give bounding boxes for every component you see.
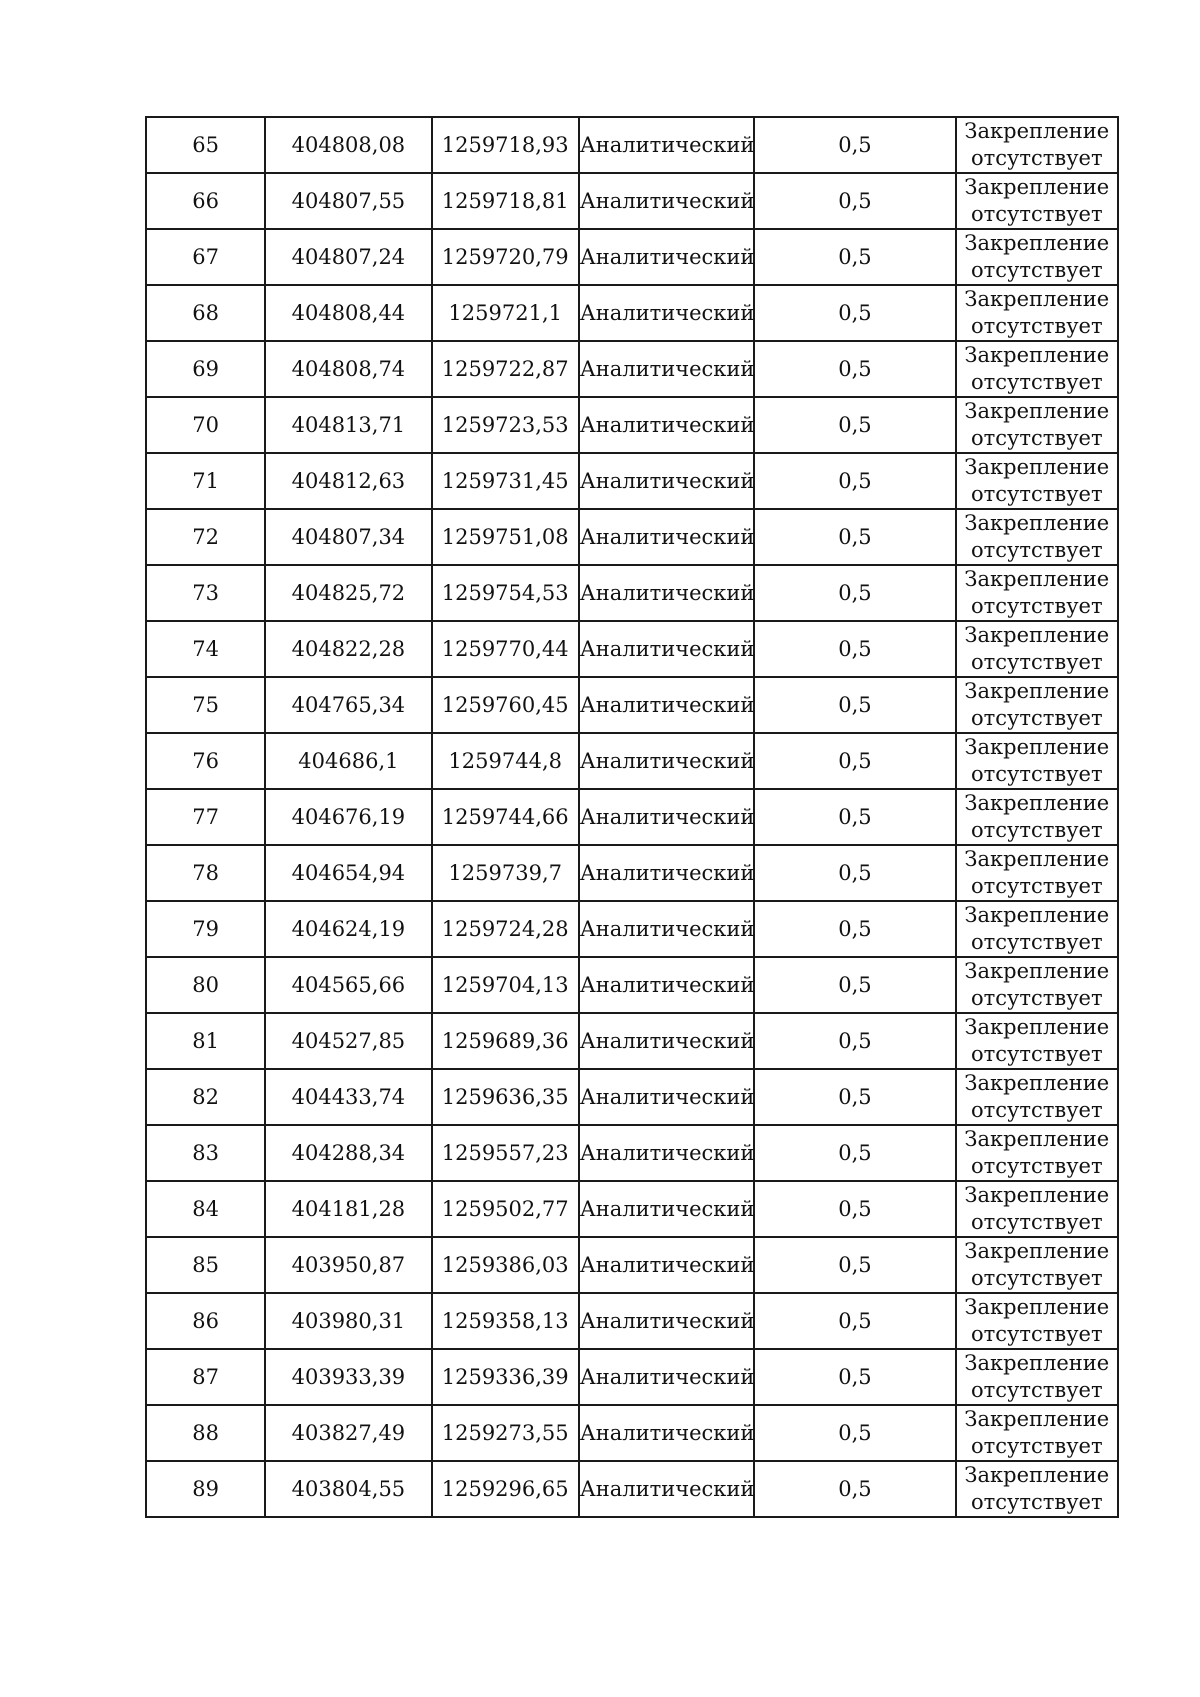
fixation-text: Закрепление отсутствует	[964, 735, 1110, 786]
fixation-cell	[956, 1069, 1118, 1125]
accuracy-cell: 0,5	[754, 1125, 955, 1181]
y-coordinate-cell: 1259760,45	[432, 677, 579, 733]
table-row	[146, 1237, 1118, 1293]
table-row	[146, 173, 1118, 229]
accuracy-cell: 0,5	[754, 677, 955, 733]
accuracy-cell: 0,5	[754, 845, 955, 901]
fixation-cell	[956, 901, 1118, 957]
fixation-cell	[956, 621, 1118, 677]
accuracy-cell: 0,5	[754, 509, 955, 565]
point-number-cell: 88	[146, 1405, 265, 1461]
method-cell: Аналитический	[579, 509, 754, 565]
table-row	[146, 789, 1118, 845]
accuracy-cell: 0,5	[754, 1069, 955, 1125]
y-coordinate-cell: 1259754,53	[432, 565, 579, 621]
method-cell: Аналитический	[579, 397, 754, 453]
method-cell: Аналитический	[579, 1405, 754, 1461]
y-coordinate-cell: 1259751,08	[432, 509, 579, 565]
point-number-cell: 83	[146, 1125, 265, 1181]
fixation-text: Закрепление отсутствует	[964, 1295, 1110, 1346]
x-coordinate-cell: 404765,34	[265, 677, 431, 733]
accuracy-cell: 0,5	[754, 1461, 955, 1517]
method-cell: Аналитический	[579, 341, 754, 397]
fixation-text: Закрепление отсутствует	[964, 623, 1110, 674]
table-row	[146, 1405, 1118, 1461]
y-coordinate-cell: 1259770,44	[432, 621, 579, 677]
y-coordinate-cell: 1259724,28	[432, 901, 579, 957]
method-cell: Аналитический	[579, 1013, 754, 1069]
accuracy-cell: 0,5	[754, 1237, 955, 1293]
point-number-cell: 73	[146, 565, 265, 621]
fixation-cell	[956, 509, 1118, 565]
coordinates-table	[145, 116, 1119, 1518]
method-cell: Аналитический	[579, 789, 754, 845]
y-coordinate-cell: 1259718,81	[432, 173, 579, 229]
point-number-cell: 85	[146, 1237, 265, 1293]
y-coordinate-cell: 1259704,13	[432, 957, 579, 1013]
point-number-cell: 75	[146, 677, 265, 733]
fixation-cell	[956, 1349, 1118, 1405]
fixation-text: Закрепление отсутствует	[964, 959, 1110, 1010]
table-row	[146, 397, 1118, 453]
fixation-text: Закрепление отсутствует	[964, 567, 1110, 618]
fixation-text: Закрепление отсутствует	[964, 847, 1110, 898]
method-cell: Аналитический	[579, 229, 754, 285]
accuracy-cell: 0,5	[754, 957, 955, 1013]
point-number-cell: 89	[146, 1461, 265, 1517]
x-coordinate-cell: 404822,28	[265, 621, 431, 677]
x-coordinate-cell: 404676,19	[265, 789, 431, 845]
x-coordinate-cell: 404808,74	[265, 341, 431, 397]
fixation-cell	[956, 677, 1118, 733]
point-number-cell: 67	[146, 229, 265, 285]
fixation-text: Закрепление отсутствует	[964, 903, 1110, 954]
table-row	[146, 901, 1118, 957]
table-row	[146, 1013, 1118, 1069]
point-number-cell: 70	[146, 397, 265, 453]
accuracy-cell: 0,5	[754, 901, 955, 957]
accuracy-cell: 0,5	[754, 285, 955, 341]
table-row	[146, 341, 1118, 397]
accuracy-cell: 0,5	[754, 1349, 955, 1405]
y-coordinate-cell: 1259744,8	[432, 733, 579, 789]
table-row	[146, 509, 1118, 565]
fixation-text: Закрепление отсутствует	[964, 1015, 1110, 1066]
point-number-cell: 80	[146, 957, 265, 1013]
fixation-text: Закрепление отсутствует	[964, 1463, 1110, 1514]
point-number-cell: 66	[146, 173, 265, 229]
fixation-cell	[956, 1237, 1118, 1293]
accuracy-cell: 0,5	[754, 453, 955, 509]
fixation-cell	[956, 229, 1118, 285]
fixation-text: Закрепление отсутствует	[964, 679, 1110, 730]
x-coordinate-cell: 404807,24	[265, 229, 431, 285]
x-coordinate-cell: 403827,49	[265, 1405, 431, 1461]
point-number-cell: 79	[146, 901, 265, 957]
table-row	[146, 1069, 1118, 1125]
fixation-cell	[956, 1405, 1118, 1461]
accuracy-cell: 0,5	[754, 1293, 955, 1349]
x-coordinate-cell: 404808,44	[265, 285, 431, 341]
fixation-cell	[956, 1125, 1118, 1181]
accuracy-cell: 0,5	[754, 789, 955, 845]
table-row	[146, 733, 1118, 789]
x-coordinate-cell: 404624,19	[265, 901, 431, 957]
method-cell: Аналитический	[579, 845, 754, 901]
fixation-cell	[956, 565, 1118, 621]
fixation-text: Закрепление отсутствует	[964, 287, 1110, 338]
accuracy-cell: 0,5	[754, 621, 955, 677]
fixation-cell	[956, 1461, 1118, 1517]
fixation-cell	[956, 341, 1118, 397]
accuracy-cell: 0,5	[754, 173, 955, 229]
point-number-cell: 87	[146, 1349, 265, 1405]
fixation-text: Закрепление отсутствует	[964, 511, 1110, 562]
x-coordinate-cell: 404813,71	[265, 397, 431, 453]
y-coordinate-cell: 1259386,03	[432, 1237, 579, 1293]
y-coordinate-cell: 1259358,13	[432, 1293, 579, 1349]
fixation-cell	[956, 397, 1118, 453]
y-coordinate-cell: 1259557,23	[432, 1125, 579, 1181]
point-number-cell: 65	[146, 117, 265, 173]
accuracy-cell: 0,5	[754, 1405, 955, 1461]
y-coordinate-cell: 1259722,87	[432, 341, 579, 397]
accuracy-cell: 0,5	[754, 229, 955, 285]
x-coordinate-cell: 404433,74	[265, 1069, 431, 1125]
table-row	[146, 285, 1118, 341]
fixation-cell	[956, 733, 1118, 789]
x-coordinate-cell: 404807,34	[265, 509, 431, 565]
point-number-cell: 82	[146, 1069, 265, 1125]
y-coordinate-cell: 1259739,7	[432, 845, 579, 901]
y-coordinate-cell: 1259336,39	[432, 1349, 579, 1405]
x-coordinate-cell: 403804,55	[265, 1461, 431, 1517]
coordinates-table-body	[146, 117, 1118, 1517]
accuracy-cell: 0,5	[754, 733, 955, 789]
point-number-cell: 86	[146, 1293, 265, 1349]
method-cell: Аналитический	[579, 1069, 754, 1125]
y-coordinate-cell: 1259721,1	[432, 285, 579, 341]
y-coordinate-cell: 1259502,77	[432, 1181, 579, 1237]
table-row	[146, 565, 1118, 621]
y-coordinate-cell: 1259720,79	[432, 229, 579, 285]
y-coordinate-cell: 1259718,93	[432, 117, 579, 173]
accuracy-cell: 0,5	[754, 117, 955, 173]
fixation-cell	[956, 1013, 1118, 1069]
fixation-text: Закрепление отсутствует	[964, 455, 1110, 506]
fixation-text: Закрепление отсутствует	[964, 1239, 1110, 1290]
y-coordinate-cell: 1259731,45	[432, 453, 579, 509]
table-row	[146, 1181, 1118, 1237]
point-number-cell: 69	[146, 341, 265, 397]
table-row	[146, 1461, 1118, 1517]
table-row	[146, 1293, 1118, 1349]
y-coordinate-cell: 1259744,66	[432, 789, 579, 845]
point-number-cell: 71	[146, 453, 265, 509]
accuracy-cell: 0,5	[754, 341, 955, 397]
fixation-text: Закрепление отсутствует	[964, 1351, 1110, 1402]
point-number-cell: 74	[146, 621, 265, 677]
x-coordinate-cell: 403980,31	[265, 1293, 431, 1349]
x-coordinate-cell: 404812,63	[265, 453, 431, 509]
table-row	[146, 229, 1118, 285]
method-cell: Аналитический	[579, 677, 754, 733]
fixation-text: Закрепление отсутствует	[964, 1183, 1110, 1234]
method-cell: Аналитический	[579, 733, 754, 789]
accuracy-cell: 0,5	[754, 1181, 955, 1237]
table-row	[146, 957, 1118, 1013]
fixation-cell	[956, 789, 1118, 845]
x-coordinate-cell: 404288,34	[265, 1125, 431, 1181]
fixation-text: Закрепление отсутствует	[964, 175, 1110, 226]
y-coordinate-cell: 1259689,36	[432, 1013, 579, 1069]
point-number-cell: 68	[146, 285, 265, 341]
method-cell: Аналитический	[579, 565, 754, 621]
point-number-cell: 76	[146, 733, 265, 789]
fixation-cell	[956, 957, 1118, 1013]
point-number-cell: 78	[146, 845, 265, 901]
table-row	[146, 677, 1118, 733]
method-cell: Аналитический	[579, 901, 754, 957]
fixation-text: Закрепление отсутствует	[964, 1071, 1110, 1122]
point-number-cell: 72	[146, 509, 265, 565]
method-cell: Аналитический	[579, 1237, 754, 1293]
table-row	[146, 117, 1118, 173]
fixation-text: Закрепление отсутствует	[964, 791, 1110, 842]
fixation-cell	[956, 285, 1118, 341]
fixation-cell	[956, 1181, 1118, 1237]
fixation-cell	[956, 1293, 1118, 1349]
accuracy-cell: 0,5	[754, 397, 955, 453]
x-coordinate-cell: 404808,08	[265, 117, 431, 173]
method-cell: Аналитический	[579, 285, 754, 341]
point-number-cell: 77	[146, 789, 265, 845]
method-cell: Аналитический	[579, 1293, 754, 1349]
method-cell: Аналитический	[579, 957, 754, 1013]
y-coordinate-cell: 1259636,35	[432, 1069, 579, 1125]
x-coordinate-cell: 404686,1	[265, 733, 431, 789]
x-coordinate-cell: 403933,39	[265, 1349, 431, 1405]
x-coordinate-cell: 404181,28	[265, 1181, 431, 1237]
method-cell: Аналитический	[579, 173, 754, 229]
point-number-cell: 81	[146, 1013, 265, 1069]
fixation-cell	[956, 173, 1118, 229]
method-cell: Аналитический	[579, 1461, 754, 1517]
method-cell: Аналитический	[579, 117, 754, 173]
x-coordinate-cell: 403950,87	[265, 1237, 431, 1293]
method-cell: Аналитический	[579, 1125, 754, 1181]
fixation-text: Закрепление отсутствует	[964, 1127, 1110, 1178]
fixation-text: Закрепление отсутствует	[964, 119, 1110, 170]
method-cell: Аналитический	[579, 1349, 754, 1405]
fixation-cell	[956, 453, 1118, 509]
x-coordinate-cell: 404565,66	[265, 957, 431, 1013]
table-row	[146, 621, 1118, 677]
table-row	[146, 453, 1118, 509]
fixation-text: Закрепление отсутствует	[964, 399, 1110, 450]
fixation-text: Закрепление отсутствует	[964, 231, 1110, 282]
y-coordinate-cell: 1259296,65	[432, 1461, 579, 1517]
y-coordinate-cell: 1259273,55	[432, 1405, 579, 1461]
fixation-text: Закрепление отсутствует	[964, 343, 1110, 394]
table-row	[146, 1125, 1118, 1181]
point-number-cell: 84	[146, 1181, 265, 1237]
y-coordinate-cell: 1259723,53	[432, 397, 579, 453]
x-coordinate-cell: 404654,94	[265, 845, 431, 901]
x-coordinate-cell: 404527,85	[265, 1013, 431, 1069]
accuracy-cell: 0,5	[754, 565, 955, 621]
table-row	[146, 1349, 1118, 1405]
method-cell: Аналитический	[579, 453, 754, 509]
fixation-cell	[956, 117, 1118, 173]
method-cell: Аналитический	[579, 1181, 754, 1237]
table-row	[146, 845, 1118, 901]
fixation-cell	[956, 845, 1118, 901]
x-coordinate-cell: 404825,72	[265, 565, 431, 621]
accuracy-cell: 0,5	[754, 1013, 955, 1069]
method-cell: Аналитический	[579, 621, 754, 677]
fixation-text: Закрепление отсутствует	[964, 1407, 1110, 1458]
x-coordinate-cell: 404807,55	[265, 173, 431, 229]
